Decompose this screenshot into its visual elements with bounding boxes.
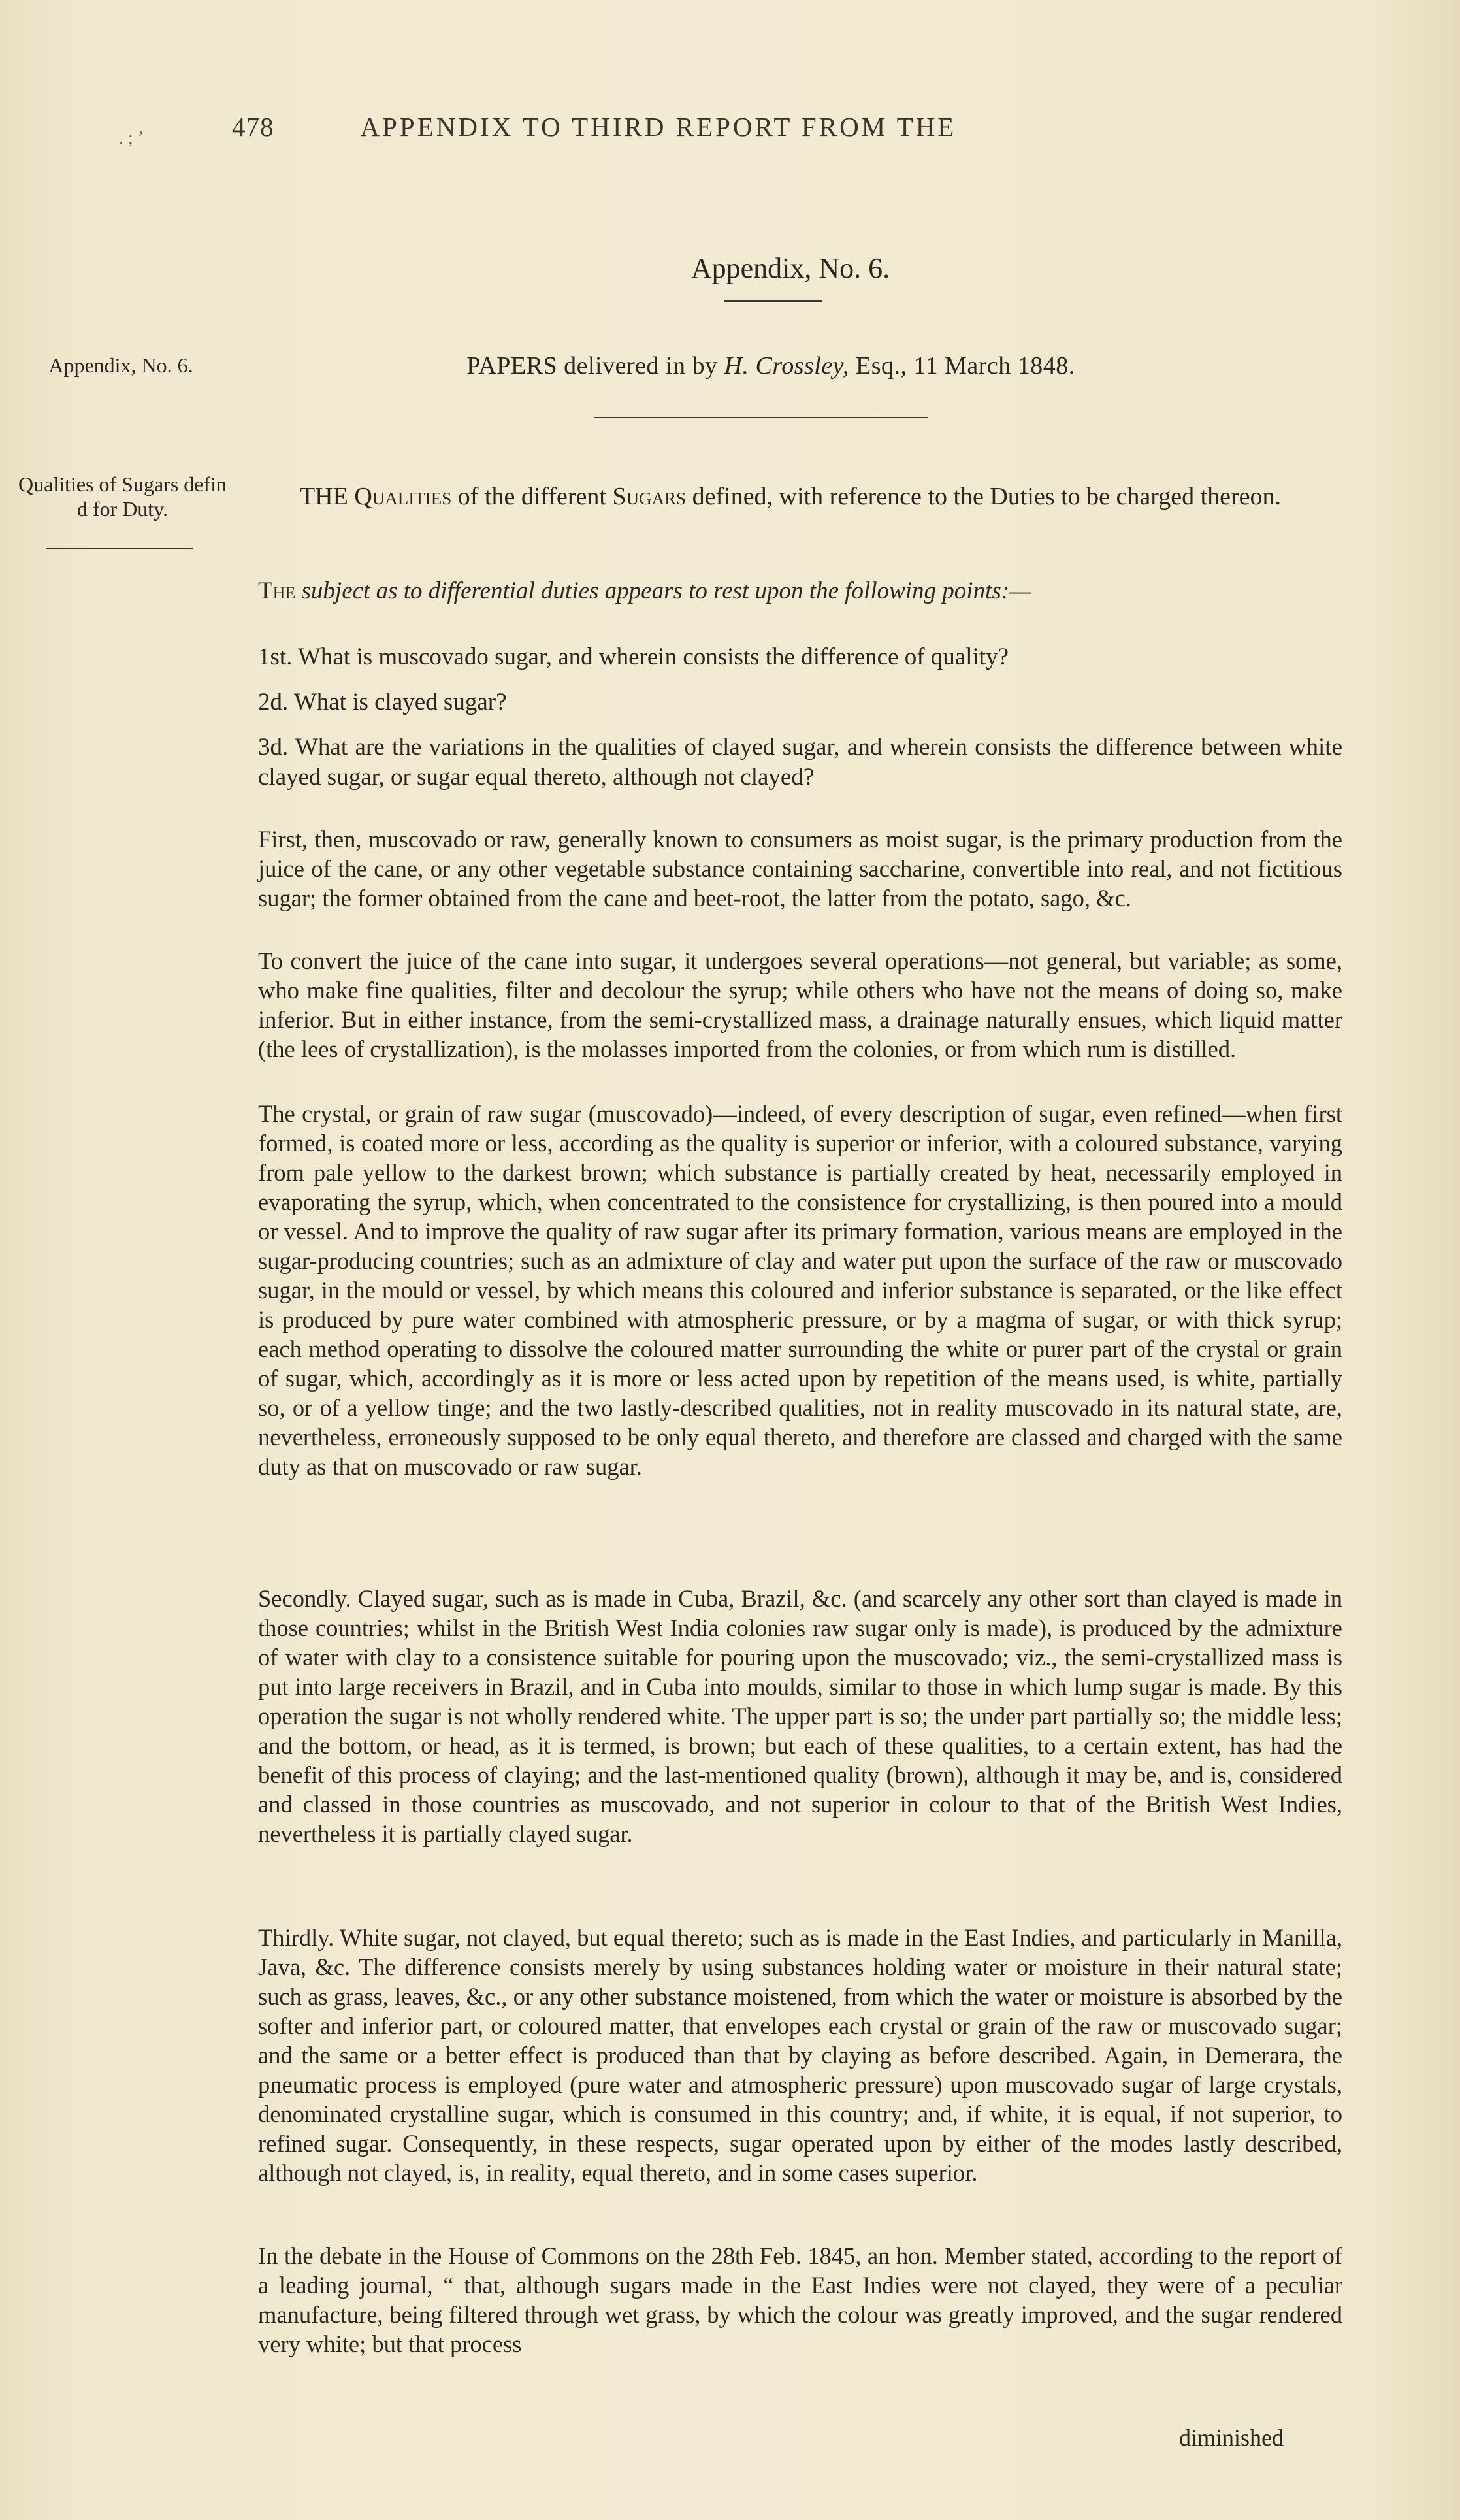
qualities-heading-part: defined, with reference to the Duties to be charged thereon. — [686, 483, 1282, 510]
paragraph-convert — [258, 946, 1342, 1064]
paragraph-debate — [258, 2241, 1342, 2359]
paragraph: Secondly. Clayed sugar, such as is made in Cuba, Brazil, &c. (and scarcely any other sort than clayed is made in those countries; whilst in the British West India colonies raw sugar only is made), is produced by the admixture of water with clay to a consistence suitable for pouring upon the muscovado; viz., the semi-crystallized mass is put into large receivers in Brazil, and in Cuba into moulds, similar to those in which lump sugar is made. By this operation the sugar is not wholly rendered white. The upper part is so; the under part partially so; the middle less; and the bottom, or head, as it is termed, is brown; but each of these qualities, to a certain extent, has had the benefit of this process of claying; and the last-mentioned quality (brown), although it may be, and is, considered and classed in those countries as muscovado, and not superior in colour to that of the British West Indies, nevertheless it is partially clayed sugar. — [258, 1585, 1342, 1847]
margin-mark: . ; ’ — [119, 128, 144, 148]
qualities-heading — [268, 480, 1313, 513]
paragraph: First, then, muscovado or raw, generally known to consumers as moist sugar, is the primary production from the juice of the cane, or any other vegetable substance containing saccharine, convertible into real, and not fictitious sugar; the former obtained from the cane and beet-root, the latter from the potato, sago, &c. — [258, 826, 1342, 911]
paragraph: The crystal, or grain of raw sugar (muscovado)—indeed, of every description of sugar, even refined—when first formed, is coated more or less, according as the quality is superior or inferior, with a coloured substance, varying from pale yellow to the darkest brown; which substance is partially created by heat, necessarily employed in evaporating the syrup, which, when concentrated to the consistence for crystallizing, is then poured into a mould or vessel. And to improve the quality of raw sugar after its primary formation, various means are employed in the sugar-producing countries; such as an admixture of clay and water put upon the surface of the raw or muscovado sugar, in the mould or vessel, by which means this coloured and inferior substance is separated, or the like effect is produced by pure water combined with atmospheric pressure, or by a magma of sugar, or with thick syrup; each method operating to dissolve the coloured matter surrounding the white or purer part of the crystal or grain of sugar, which, accordingly as it is more or less acted upon by repetition of the means used, is white, partially so, or of a yellow tinge; and the two lastly-described qualities, not in reality muscovado in its natural state, are, nevertheless, erroneously supposed to be only equal thereto, and therefore are classed and charged with the same duty as that on muscovado or raw sugar. — [258, 1100, 1342, 1480]
qualities-heading-smallcaps: Qualities — [354, 483, 452, 510]
paragraph-secondly — [258, 1584, 1342, 1848]
point-2: 2d. What is clayed sugar? — [258, 689, 507, 715]
title-rule — [724, 300, 822, 302]
paragraph-crystal — [258, 1099, 1342, 1481]
page-number: 478 — [232, 112, 274, 142]
running-title: APPENDIX TO THIRD REPORT FROM THE — [360, 112, 957, 142]
paragraph-thirdly — [258, 1923, 1342, 2187]
paragraph: To convert the juice of the cane into sugar, it undergoes several operations—not general, but variable; as some, who make fine qualities, filter and decolour the syrup; while others who have not the means of doing so, make inferior. But in either instance, from the semi-crystallized mass, a drainage naturally ensues, which liquid matter (the lees of crystallization), is the molasses imported from the colonies, or from which rum is distilled. — [258, 947, 1342, 1062]
papers-suffix: Esq., 11 March 1848. — [849, 352, 1075, 380]
papers-rule — [594, 417, 928, 418]
papers-heading — [281, 352, 1261, 380]
margin-note-rule — [46, 548, 193, 549]
subject-rest: subject as to differential duties appears to rest upon the following points:— — [295, 578, 1031, 604]
qualities-heading-part: THE — [299, 483, 355, 510]
papers-prefix: PAPERS delivered in by — [466, 352, 724, 380]
running-header — [232, 111, 1186, 142]
point-1: 1st. What is muscovado sugar, and wherein consists the difference of quality? — [258, 644, 1009, 670]
margin-note-appendix: Appendix, No. 6. — [48, 353, 193, 377]
qualities-heading-part: of the different — [451, 483, 613, 510]
subject-line — [258, 576, 1342, 606]
paragraph: Thirdly. White sugar, not clayed, but equal thereto; such as is made in the East Indies, and particularly in Manilla, Java, &c. The difference consists merely by using substances holding water or moisture in their natural state; such as grass, leaves, &c., or any other substance moistened, from which the water or moisture is absorbed by the softer and inferior part, or coloured matter, that envelopes each crystal or grain of the raw or muscovado sugar; and the same or a better effect is produced than that by claying as before described. Again, in Demerara, the pneumatic process is employed (pure water and atmospheric pressure) upon muscovado sugar of large crystals, denominated crystalline sugar, which is consumed in this country; and, if white, it is equal, if not superior, to refined sugar. Consequently, in these respects, sugar operated upon by either of the modes lastly described, although not clayed, is, in reality, equal thereto, and in some cases superior. — [258, 1924, 1342, 2186]
subject-smallcaps: The — [258, 578, 296, 604]
papers-author: H. Crossley, — [724, 352, 849, 380]
margin-note-qualities: Qualities of Sugars defin d for Duty. — [18, 472, 227, 521]
point-3: 3d. What are the variations in the qualities of clayed sugar, and wherein consists the difference between white clayed sugar, or sugar equal thereto, although not clayed? — [258, 734, 1342, 791]
qualities-heading-smallcaps: Sugars — [612, 483, 687, 510]
catchword: diminished — [1179, 2425, 1284, 2451]
paragraph: In the debate in the House of Commons on the 28th Feb. 1845, an hon. Member stated, according to the report of a leading journal, “ that, although sugars made in the East Indies were not clayed, they were of a peculiar manufacture, being filtered through wet grass, by which the colour was greatly improved, and the sugar rendered very white; but that process — [258, 2242, 1342, 2357]
appendix-title: Appendix, No. 6. — [690, 252, 890, 284]
paragraph-first — [258, 825, 1342, 913]
